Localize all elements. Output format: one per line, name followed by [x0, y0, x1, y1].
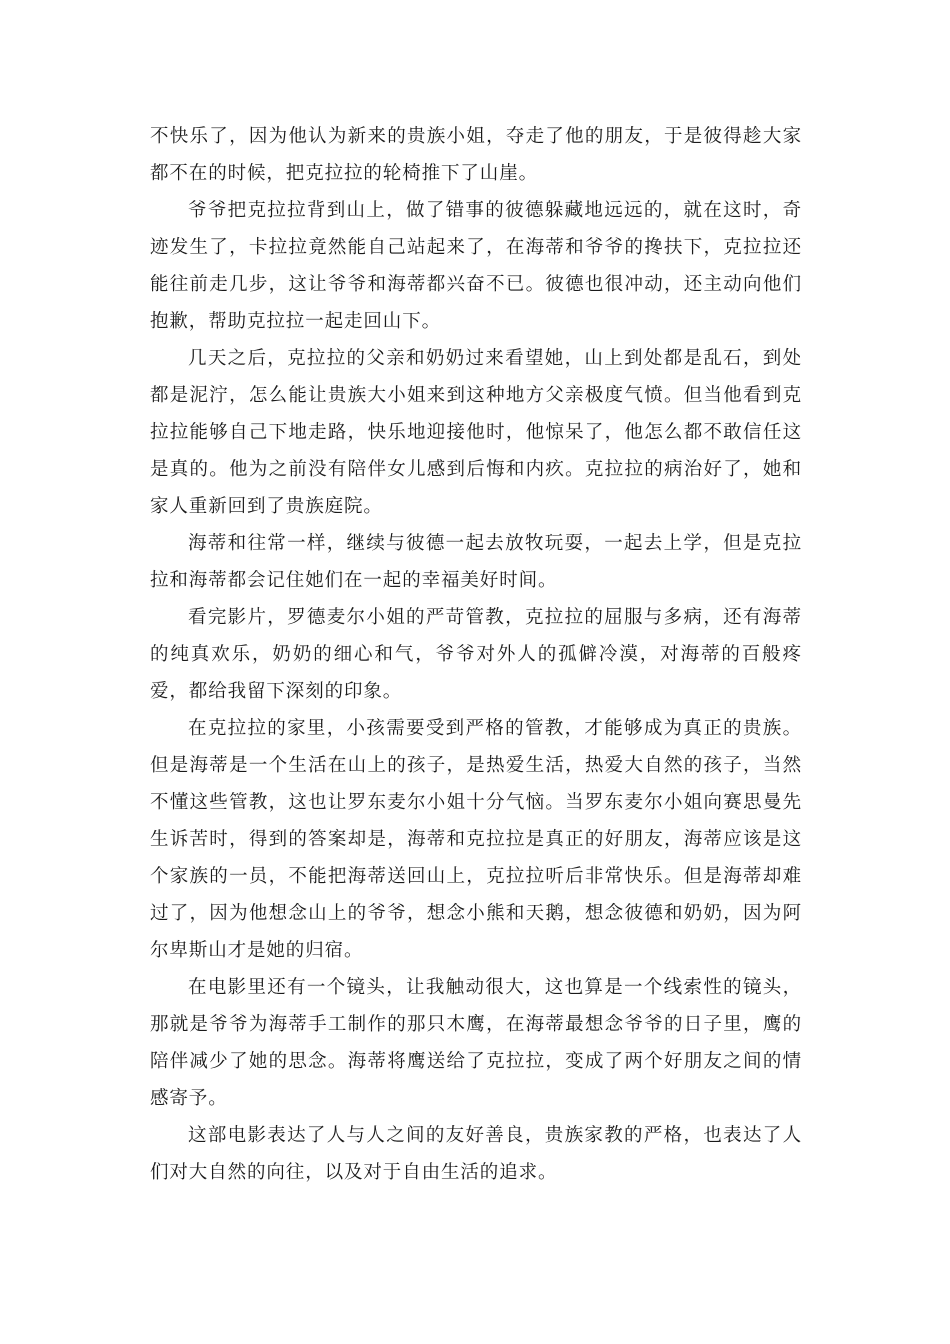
- paragraph-5: 看完影片，罗德麦尔小姐的严苛管教，克拉拉的屈服与多病，还有海蒂的纯真欢乐，奶奶的细心和气，爷爷对外人的孤僻冷漠，对海蒂的百般疼爱，都给我留下深刻的印象。: [150, 607, 802, 702]
- paragraph-4: 海蒂和往常一样，继续与彼德一起去放牧玩耍，一起去上学，但是克拉拉和海蒂都会记住她们在一起的幸福美好时间。: [150, 533, 802, 591]
- paragraph-2: 爷爷把克拉拉背到山上，做了错事的彼德躲藏地远远的，就在这时，奇迹发生了，卡拉拉竟然能自己站起来了，在海蒂和爷爷的搀扶下，克拉拉还能往前走几步，这让爷爷和海蒂都兴奋不已。彼德也很冲动，还主动向他们抱歉，帮助克拉拉一起走回山下。: [150, 200, 802, 332]
- paragraph-6: 在克拉拉的家里，小孩需要受到严格的管教，才能够成为真正的贵族。但是海蒂是一个生活在山上的孩子，是热爱生活，热爱大自然的孩子，当然不懂这些管教，这也让罗东麦尔小姐十分气恼。当罗东麦尔小姐向赛思曼先生诉苦时，得到的答案却是，海蒂和克拉拉是真正的好朋友，海蒂应该是这个家族的一员，不能把海蒂送回山上，克拉拉听后非常快乐。但是海蒂却难过了，因为他想念山上的爷爷，想念小熊和天鹅，想念彼德和奶奶，因为阿尔卑斯山才是她的归宿。: [150, 718, 802, 961]
- paragraph-7: 在电影里还有一个镜头，让我触动很大，这也算是一个线索性的镜头，那就是爷爷为海蒂手工制作的那只木鹰，在海蒂最想念爷爷的日子里，鹰的陪伴减少了她的思念。海蒂将鹰送给了克拉拉，变成了两个好朋友之间的情感寄予。: [150, 977, 802, 1109]
- document-body: [150, 118, 802, 1191]
- paragraph-8: 这部电影表达了人与人之间的友好善良，贵族家教的严格，也表达了人们对大自然的向往，以及对于自由生活的追求。: [150, 1125, 802, 1183]
- paragraph-3: 几天之后，克拉拉的父亲和奶奶过来看望她，山上到处都是乱石，到处都是泥泞，怎么能让贵族大小姐来到这种地方父亲极度气愤。但当他看到克拉拉能够自己下地走路，快乐地迎接他时，他惊呆了，他怎么都不敢信任这是真的。他为之前没有陪伴女儿感到后悔和内疚。克拉拉的病治好了，她和家人重新回到了贵族庭院。: [150, 348, 802, 517]
- paragraph-1: 不快乐了，因为他认为新来的贵族小姐，夺走了他的朋友，于是彼得趁大家都不在的时候，把克拉拉的轮椅推下了山崖。: [150, 126, 802, 184]
